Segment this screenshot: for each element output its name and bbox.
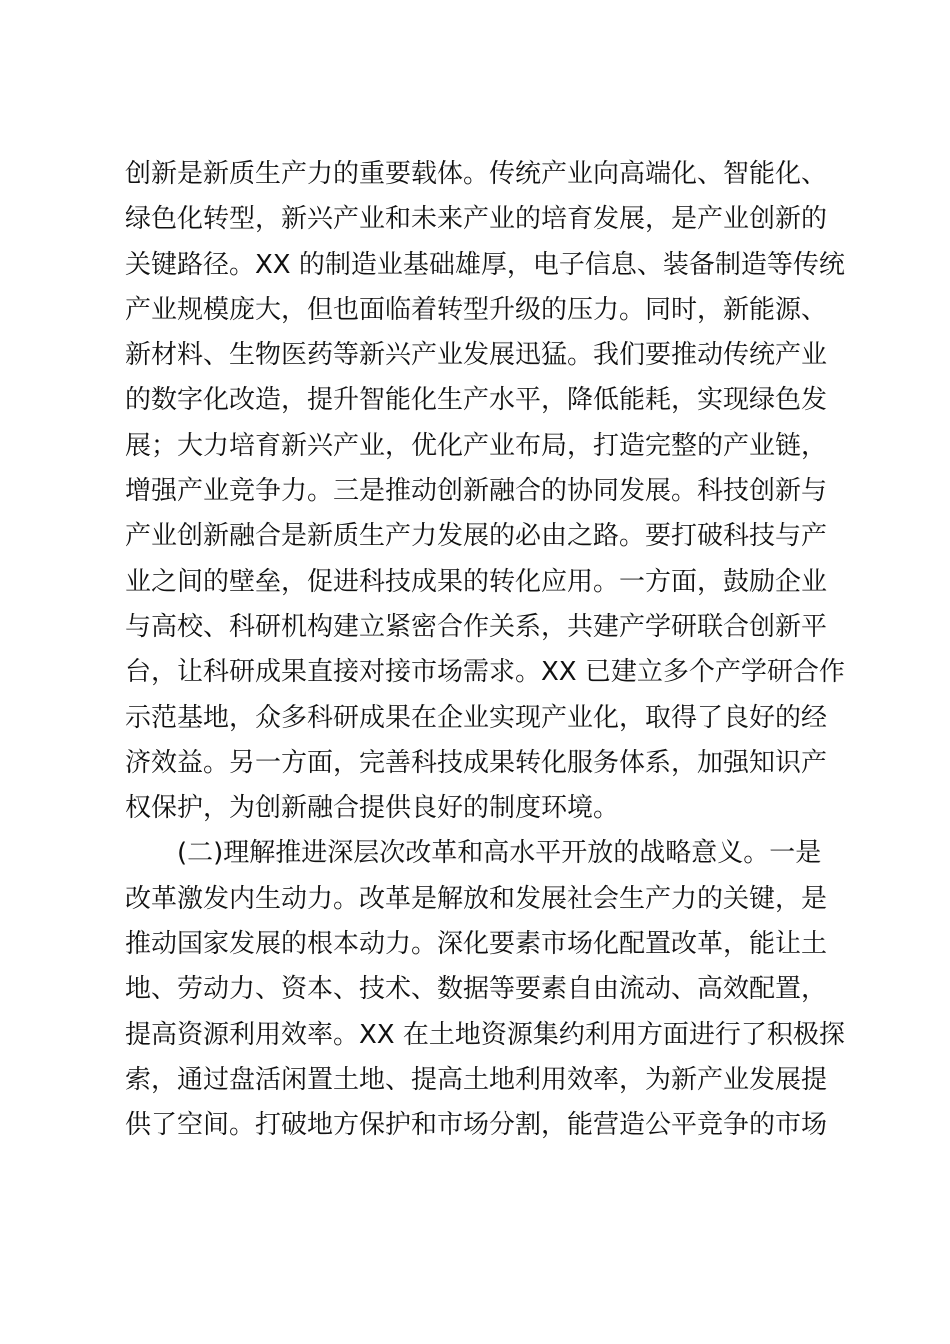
text-line: 新材料、生物医药等新兴产业发展迅猛。我们要推动传统产业 [125, 340, 828, 371]
text-line: 权保护，为创新融合提供良好的制度环境。 [125, 793, 620, 824]
text-line: 关键路径。XX 的制造业基础雄厚，电子信息、装备制造等传统 [125, 249, 845, 280]
text-line: 的数字化改造，提升智能化生产水平，降低能耗，实现绿色发 [125, 385, 828, 416]
text-line: 济效益。另一方面，完善科技成果转化服务体系，加强知识产 [125, 747, 828, 778]
text-line: 改革激发内生动力。改革是解放和发展社会生产力的关键，是 [125, 883, 828, 914]
section-heading-line: (二)理解推进深层次改革和高水平开放的战略意义。一是 [177, 838, 822, 869]
text-line: 示范基地，众多科研成果在企业实现产业化，取得了良好的经 [125, 702, 828, 733]
body-text [125, 152, 845, 1149]
text-line: 推动国家发展的根本动力。深化要素市场化配置改革，能让土 [125, 929, 828, 960]
text-line: 业之间的壁垒，促进科技成果的转化应用。一方面，鼓励企业 [125, 566, 828, 597]
text-line: 产业规模庞大，但也面临着转型升级的压力。同时，新能源、 [125, 294, 828, 325]
text-line: 索，通过盘活闲置土地、提高土地利用效率，为新产业发展提 [125, 1064, 828, 1095]
text-line: 提高资源利用效率。XX 在土地资源集约利用方面进行了积极探 [125, 1019, 845, 1050]
text-line: 台，让科研成果直接对接市场需求。XX 已建立多个产学研合作 [125, 657, 845, 688]
text-line: 供了空间。打破地方保护和市场分割，能营造公平竞争的市场 [125, 1110, 828, 1141]
text-line: 产业创新融合是新质生产力发展的必由之路。要打破科技与产 [125, 521, 828, 552]
text-line: 与高校、科研机构建立紧密合作关系，共建产学研联合创新平 [125, 611, 828, 642]
text-line: 地、劳动力、资本、技术、数据等要素自由流动、高效配置， [125, 974, 828, 1005]
text-line: 创新是新质生产力的重要载体。传统产业向高端化、智能化、 [125, 159, 828, 189]
text-line: 绿色化转型，新兴产业和未来产业的培育发展，是产业创新的 [125, 204, 828, 235]
text-line: 增强产业竞争力。三是推动创新融合的协同发展。科技创新与 [125, 476, 828, 507]
text-line: 展；大力培育新兴产业，优化产业布局，打造完整的产业链， [125, 430, 828, 461]
